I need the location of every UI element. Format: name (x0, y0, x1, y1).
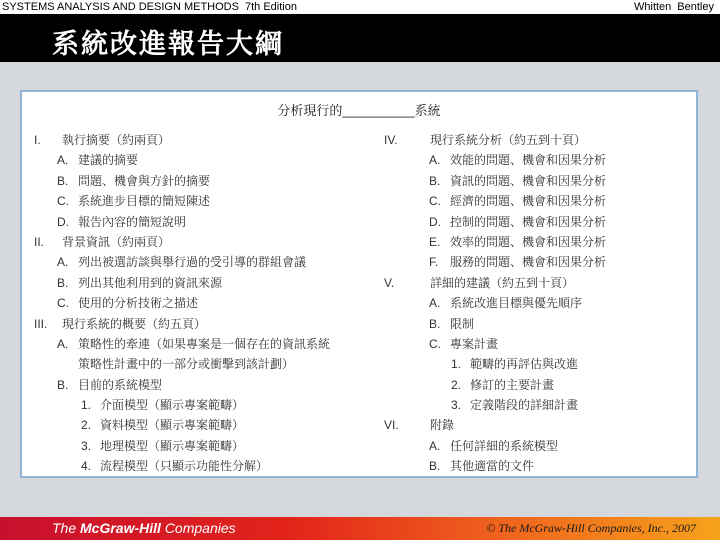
outline-marker: 1. (451, 357, 462, 372)
outline-marker: B. (57, 377, 69, 392)
outline-text: 其他適當的文件 (450, 459, 535, 474)
outline-item (380, 395, 698, 415)
outline-item (34, 354, 374, 374)
outline-item (380, 212, 698, 232)
outline-text: 地理模型（顯示專案範疇） (100, 438, 245, 453)
outline-marker: V. (384, 275, 395, 290)
outline-item (380, 150, 698, 170)
outline-text: 建議的摘要 (78, 153, 139, 168)
outline-item (34, 415, 374, 435)
outline-marker: 2. (81, 418, 92, 433)
document-panel (20, 90, 698, 478)
outline-text: 現行系統分析（約五到十頁） (430, 133, 587, 147)
publisher-logo (52, 520, 236, 536)
outline-item (380, 334, 698, 354)
book-title: SYSTEMS ANALYSIS AND DESIGN METHODS (2, 1, 239, 13)
outline-marker: A. (57, 255, 69, 270)
outline-text: 列出其他利用到的資訊來源 (78, 275, 223, 290)
outline-item (34, 395, 374, 415)
outline-marker: A. (429, 438, 441, 453)
outline-marker: 3. (81, 438, 92, 453)
outline-item (34, 314, 374, 334)
outline-text: 系統進步目標的簡短陳述 (78, 194, 211, 209)
outline-marker: II. (34, 234, 45, 249)
copyright-notice: © The McGraw-Hill Companies, Inc., 2007 (486, 521, 696, 535)
outline-item (34, 456, 374, 476)
outline-text: 列出被選訪談與舉行過的受引導的群組會議 (78, 255, 307, 270)
outline-text: 服務的問題、機會和因果分析 (450, 255, 607, 270)
outline-marker: D. (429, 214, 441, 229)
outline-item (380, 171, 698, 191)
content-area (0, 62, 720, 517)
outline-marker: B. (429, 459, 441, 474)
outline-text: 現行系統的概要（約五頁） (62, 316, 207, 331)
outline-marker: C. (57, 296, 69, 311)
outline-text: 流程模型（只顯示功能性分解） (100, 459, 269, 474)
outline-marker: B. (429, 316, 441, 331)
outline-text: 使用的分析技術之描述 (78, 296, 199, 311)
outline-marker: C. (57, 194, 69, 209)
outline-text: 定義階段的詳細計畫 (470, 398, 579, 413)
outline-item (34, 375, 374, 395)
outline-text: 控制的問題、機會和因果分析 (450, 214, 607, 229)
outline-marker: B. (429, 173, 441, 188)
outline-left-column (34, 130, 374, 477)
author-1: Whitten (634, 1, 672, 13)
outline-marker: IV. (384, 133, 398, 147)
outline-item (34, 171, 374, 191)
outline-marker: A. (57, 336, 69, 351)
logo-prefix: The (52, 520, 77, 536)
outline-item (34, 252, 374, 272)
outline-item (34, 232, 374, 252)
outline-item (34, 436, 374, 456)
outline-item (34, 273, 374, 293)
slide-title: 系統改進報告大綱 (52, 29, 284, 60)
outline-text: 策略性的牽連（如果專案是一個存在的資訊系統 (78, 336, 331, 351)
outline-marker: 2. (451, 377, 462, 392)
outline-marker: A. (429, 153, 441, 168)
outline-item (34, 130, 374, 150)
slide-title-band (0, 14, 720, 62)
outline-text: 目前的系統模型 (78, 377, 163, 392)
outline-item (380, 273, 698, 293)
author-names (634, 0, 714, 14)
outline-item (380, 293, 698, 313)
outline-text: 範疇的再評估與改進 (470, 357, 579, 372)
outline-text: 背景資訊（約兩頁） (62, 234, 171, 249)
outline-text: 資訊的問題、機會和因果分析 (450, 173, 607, 188)
outline-marker: F. (429, 255, 439, 270)
outline-text: 介面模型（顯示專案範疇） (100, 398, 245, 413)
outline-item (34, 150, 374, 170)
outline-text: 修訂的主要計畫 (470, 377, 555, 392)
outline-marker: VI. (384, 418, 399, 433)
outline-item (34, 334, 374, 354)
outline-item (34, 293, 374, 313)
outline-text: 效能的問題、機會和因果分析 (450, 153, 607, 168)
outline-marker: B. (57, 173, 69, 188)
outline-marker: I. (34, 133, 41, 147)
outline-text: 報告內容的簡短說明 (78, 214, 187, 229)
author-2: Bentley (677, 1, 714, 13)
outline-text: 附錄 (430, 418, 455, 433)
outline-text: 問題、機會與方針的摘要 (78, 173, 211, 188)
edition-label: 7th Edition (244, 1, 297, 13)
outline-item (380, 436, 698, 456)
outline-marker: A. (57, 153, 69, 168)
outline-text: 策略性計畫中的一部分或衝擊到該計劃） (78, 357, 295, 372)
outline-text: 效率的問題、機會和因果分析 (450, 234, 607, 249)
outline-item (380, 375, 698, 395)
outline-item (34, 212, 374, 232)
outline-marker: E. (429, 234, 441, 249)
outline-marker: B. (57, 275, 69, 290)
outline-text: 系統改進目標與優先順序 (450, 296, 583, 311)
outline-text: 執行摘要（約兩頁） (62, 133, 171, 147)
outline-marker: C. (429, 336, 441, 351)
outline-text: 經濟的問題、機會和因果分析 (450, 194, 607, 209)
document-title: 分析現行的__________系統 (277, 103, 441, 118)
outline-marker: C. (429, 194, 441, 209)
outline-marker: A. (429, 296, 441, 311)
footer-bar (0, 517, 720, 540)
outline-item (380, 314, 698, 334)
outline-item (380, 456, 698, 476)
outline-marker: 3. (451, 398, 462, 413)
outline-item (380, 252, 698, 272)
logo-brand: McGraw-Hill (80, 520, 161, 536)
outline-text: 詳細的建議（約五到十頁） (430, 275, 575, 290)
outline-marker: D. (57, 214, 69, 229)
outline-marker: III. (34, 316, 48, 331)
outline-right-column (380, 130, 698, 477)
outline-text: 資料模型（顯示專案範疇） (100, 418, 245, 433)
outline-item (380, 191, 698, 211)
outline-text: 限制 (450, 316, 475, 331)
outline-item (380, 354, 698, 374)
outline-marker: 4. (81, 459, 92, 474)
outline-item (380, 130, 698, 150)
header-bar (0, 0, 720, 14)
outline-item (380, 232, 698, 252)
outline-marker: 1. (81, 398, 92, 413)
outline-text: 專案計畫 (450, 336, 499, 351)
logo-suffix: Companies (164, 520, 236, 536)
outline-item (380, 415, 698, 435)
book-header (2, 0, 297, 14)
outline-item (34, 191, 374, 211)
outline-text: 任何詳細的系統模型 (450, 438, 559, 453)
